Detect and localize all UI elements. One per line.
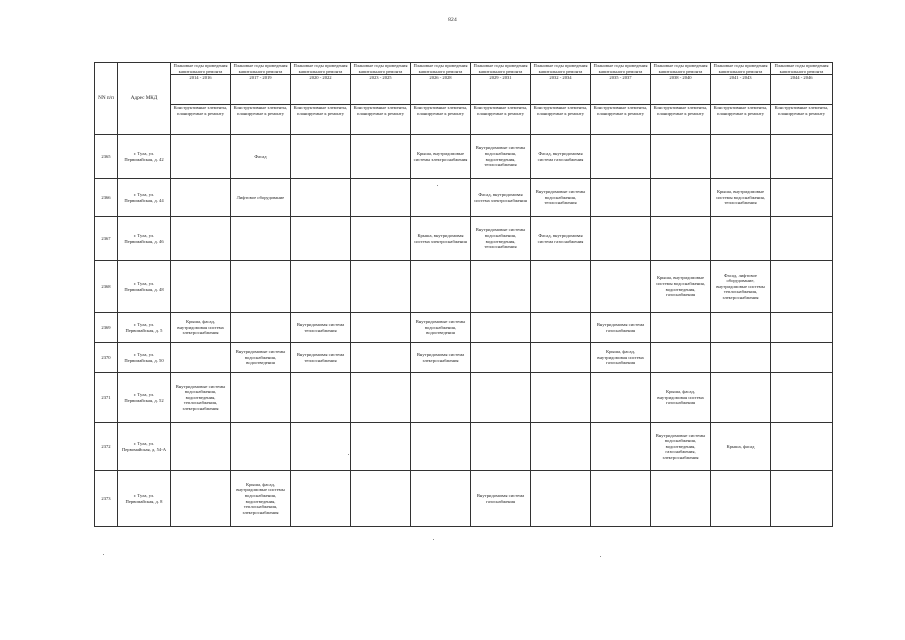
work-cell [171,423,231,471]
work-cell [591,423,651,471]
header-period-label: Плановые годы проведения капитального ремонта [653,63,708,74]
work-cell [771,217,833,261]
work-cell [351,343,411,373]
work-cell: Внутридомовые системы водоснабжения, теплоснабжения [531,179,591,217]
header-years: 2035 - 2037 [591,74,650,81]
work-cell [171,471,231,527]
work-cell [231,217,291,261]
work-cell [711,343,771,373]
work-cell [591,179,651,217]
work-cell [651,343,711,373]
header-period [291,63,351,105]
work-cell [591,373,651,423]
work-cell: Внутридомовая система газоснабжения [471,471,531,527]
row-number: 2368 [95,261,118,313]
row-address: г. Тула, ул. Первомайская, д. 46 [118,217,171,261]
header-elements: Конструктивные элементы, планируемые к ремонту [651,105,711,135]
work-cell [591,471,651,527]
row-address: г. Тула, ул. Первомайская, д. 50 [118,343,171,373]
header-elements: Конструктивные элементы, планируемые к ремонту [231,105,291,135]
header-period-label: Плановые годы проведения капитального ремонта [413,63,468,74]
work-cell [351,135,411,179]
work-cell: Фасад, лифтовое оборудование, внутридомовые системы теплоснабжения, электроснабжения [711,261,771,313]
work-cell: Внутридомовая система газоснабжения [591,313,651,343]
work-cell: Внутридомовая система электроснабжения [411,343,471,373]
capital-repair-table [94,62,833,527]
row-address: г. Тула, ул. Первомайская, д. 5 [118,313,171,343]
work-cell [531,423,591,471]
work-cell [291,261,351,313]
work-cell [171,179,231,217]
scan-speck [433,539,434,540]
work-cell [711,471,771,527]
work-cell [351,373,411,423]
work-cell: Фасад [231,135,291,179]
header-period-label: Плановые годы проведения капитального ремонта [353,63,408,74]
work-cell [291,217,351,261]
work-cell: Внутридомовые системы водоснабжения, водоотведения, теплоснабжения [471,217,531,261]
table-row [95,423,833,471]
header-elements: Конструктивные элементы, планируемые к ремонту [411,105,471,135]
scan-speck [600,556,601,557]
work-cell [771,343,833,373]
header-years: 2029 - 2031 [471,74,530,81]
work-cell [531,261,591,313]
work-cell [471,373,531,423]
row-address: г. Тула, ул. Первомайская, д. 48 [118,261,171,313]
work-cell [771,373,833,423]
header-elements: Конструктивные элементы, планируемые к ремонту [471,105,531,135]
header-elements: Конструктивные элементы, планируемые к ремонту [291,105,351,135]
header-period-label: Плановые годы проведения капитального ремонта [713,63,768,74]
work-cell: Фасад, внутридомовая система газоснабжения [531,135,591,179]
work-cell [411,423,471,471]
row-number: 2366 [95,179,118,217]
work-cell: Крыша, внутридомовые системы водоснабжения, водоотведения, газоснабжения [651,261,711,313]
work-cell [351,261,411,313]
work-cell [711,373,771,423]
row-number: 2371 [95,373,118,423]
work-cell [231,313,291,343]
work-cell [771,135,833,179]
work-cell [171,343,231,373]
work-cell [771,471,833,527]
work-cell [651,179,711,217]
work-cell [531,313,591,343]
work-cell [651,135,711,179]
work-cell: Внутридомовые системы водоснабжения, водоотведения [411,313,471,343]
row-address: г. Тула, ул. Первомайская, д. 52 [118,373,171,423]
work-cell [531,373,591,423]
scan-speck [103,554,104,555]
page-number: 824 [448,17,457,23]
work-cell: Фасад, внутридомовая система электроснабжения [471,179,531,217]
work-cell: Крыша, фасад, внутридомовая система газоснабжения [651,373,711,423]
work-cell [531,343,591,373]
work-cell: Внутридомовая система теплоснабжения [291,313,351,343]
row-number: 2369 [95,313,118,343]
table-row [95,343,833,373]
table-row [95,217,833,261]
table-row [95,471,833,527]
work-cell [651,217,711,261]
work-cell: Внутридомовая система теплоснабжения [291,343,351,373]
work-cell: Крыша, внутридомовая система электроснабжения [411,217,471,261]
header-period [411,63,471,105]
header-period [531,63,591,105]
work-cell: Внутридомовые системы водоснабжения, водоотведения, теплоснабжения [471,135,531,179]
table-row [95,179,833,217]
table-row [95,135,833,179]
work-cell: Крыша, внутридомовые системы электроснабжения [411,135,471,179]
work-cell [231,423,291,471]
work-cell [471,423,531,471]
work-cell [171,135,231,179]
header-period-label: Плановые годы проведения капитального ремонта [593,63,648,74]
header-period [771,63,833,105]
work-cell: Лифтовое оборудование [231,179,291,217]
work-cell [411,261,471,313]
work-cell [351,217,411,261]
work-cell [291,135,351,179]
table-row [95,373,833,423]
header-period-label: Плановые годы проведения капитального ремонта [173,63,228,74]
row-address: г. Тула, ул. Первомайская, д. 44 [118,179,171,217]
header-period-label: Плановые годы проведения капитального ремонта [473,63,528,74]
header-period-label: Плановые годы проведения капитального ремонта [233,63,288,74]
work-cell [351,423,411,471]
work-cell [291,471,351,527]
header-years: 2041 - 2043 [711,74,770,81]
work-cell: Крыша, фасад [711,423,771,471]
header-period-label: Плановые годы проведения капитального ремонта [774,63,829,74]
header-years: 2020 - 2022 [291,74,350,81]
work-cell [651,313,711,343]
work-cell [291,373,351,423]
work-cell [471,313,531,343]
work-cell [411,179,471,217]
header-elements: Конструктивные элементы, планируемые к ремонту [171,105,231,135]
header-years: 2026 - 2028 [411,74,470,81]
row-number: 2367 [95,217,118,261]
header-period-label: Плановые годы проведения капитального ремонта [293,63,348,74]
work-cell [591,261,651,313]
header-period [651,63,711,105]
work-cell [351,471,411,527]
work-cell [171,261,231,313]
header-address: Адрес МКД [118,63,171,135]
header-years: 2014 - 2016 [171,74,230,81]
row-number: 2370 [95,343,118,373]
header-elements: Конструктивные элементы, планируемые к ремонту [531,105,591,135]
work-cell: Крыша, фасад, внутридомовая система электроснабжения [171,313,231,343]
row-address: г. Тула, ул. Первомайская, д. 42 [118,135,171,179]
header-years: 2017 - 2019 [231,74,290,81]
table-row [95,313,833,343]
work-cell: Фасад, внутридомовая система газоснабжения [531,217,591,261]
work-cell [711,135,771,179]
work-cell [771,423,833,471]
header-elements: Конструктивные элементы, планируемые к ремонту [351,105,411,135]
header-period [171,63,231,105]
work-cell [711,217,771,261]
work-cell: Крыша, фасад, внутридомовая система газоснабжения [591,343,651,373]
table-row [95,261,833,313]
header-years: 2032 - 2034 [531,74,590,81]
work-cell [291,423,351,471]
work-cell [351,179,411,217]
header-period-label: Плановые годы проведения капитального ремонта [533,63,588,74]
header-years: 2038 - 2040 [651,74,710,81]
work-cell [651,471,711,527]
header-elements: Конструктивные элементы, планируемые к ремонту [771,105,833,135]
work-cell: Внутридомовые системы водоснабжения, водоотведения, газоснабжения, электроснабжения [651,423,711,471]
header-nn: NN п/п [95,63,118,135]
work-cell [471,343,531,373]
work-cell [471,261,531,313]
header-years: 2044 - 2046 [771,74,832,81]
row-number: 2372 [95,423,118,471]
work-cell [411,373,471,423]
work-cell: Крыша, фасад, внутридомовые системы водоснабжения, водоотведения, теплоснабжения, электроснабжения [231,471,291,527]
header-period [591,63,651,105]
work-cell [711,313,771,343]
work-cell [231,373,291,423]
work-cell [411,471,471,527]
work-cell [231,261,291,313]
work-cell: Внутридомовые системы водоснабжения, водоотведения [231,343,291,373]
header-years: 2023 - 2025 [351,74,410,81]
work-cell [531,471,591,527]
row-number: 2365 [95,135,118,179]
row-address: г. Тула, ул. Первомайская, д. 54-А [118,423,171,471]
work-cell [591,217,651,261]
row-address: г. Тула, ул. Первомайская, д. 8 [118,471,171,527]
header-elements: Конструктивные элементы, планируемые к ремонту [711,105,771,135]
header-period [231,63,291,105]
work-cell [771,261,833,313]
header-period [471,63,531,105]
header-elements: Конструктивные элементы, планируемые к ремонту [591,105,651,135]
header-period [711,63,771,105]
work-cell [771,179,833,217]
work-cell: Крыша, внутридомовые системы водоснабжения, теплоснабжения [711,179,771,217]
work-cell [771,313,833,343]
row-number: 2373 [95,471,118,527]
work-cell [171,217,231,261]
header-period [351,63,411,105]
work-cell [291,179,351,217]
work-cell [591,135,651,179]
work-cell [351,313,411,343]
work-cell: Внутридомовые системы водоснабжения, водоотведения, теплоснабжения, электроснабжения [171,373,231,423]
